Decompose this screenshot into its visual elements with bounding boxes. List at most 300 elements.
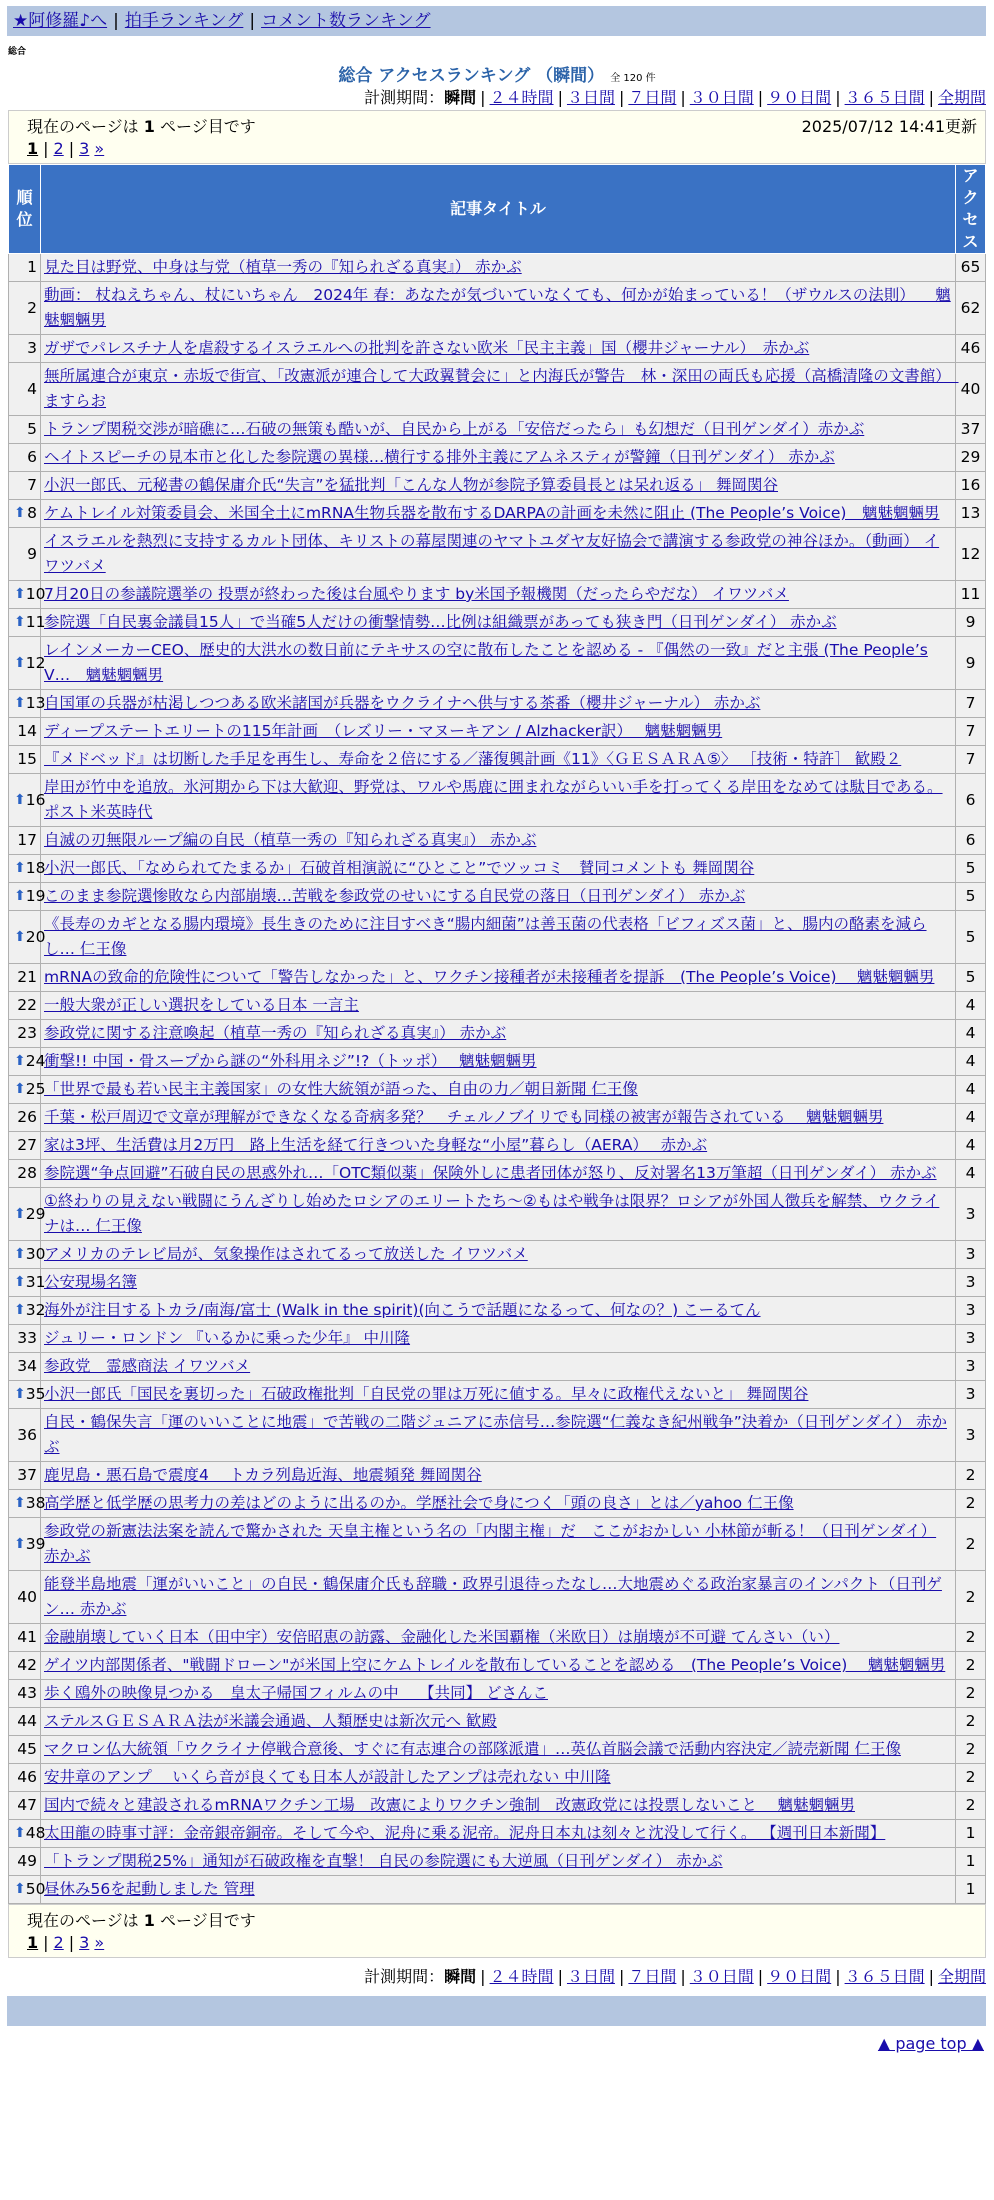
period-selector-top bbox=[364, 85, 986, 108]
rank-number: 32 bbox=[25, 1301, 46, 1319]
article-link[interactable]: 安井章のアンプ いくら音が良くても日本人が設計したアンプは売れない 中川隆 bbox=[44, 1768, 611, 1786]
arrow-up-icon: ⬆ bbox=[14, 1302, 26, 1318]
article-link[interactable]: 千葉・松戸周辺で文章が理解ができなくなる奇病多発？ チェルノブイリでも同様の被害が報告されている 魑魅魍魎男 bbox=[44, 1108, 884, 1126]
table-row bbox=[9, 883, 986, 911]
article-link[interactable]: レインメーカーCEO、歴史的大洪水の数日前にテキサスの空に散布したことを認める - 『偶然の一致』だと主張 (The People’s V… 魑魅魍魎男 bbox=[44, 641, 928, 684]
article-link[interactable]: 昼休み56を起動しました 管理 bbox=[44, 1880, 255, 1898]
article-link[interactable]: 7月20日の参議院選挙の 投票が終わった後は台風やります by米国予報機関（だったらやだな） イワツバメ bbox=[44, 585, 789, 603]
title-cell bbox=[41, 855, 956, 883]
article-link[interactable]: 小沢一郎氏、元秘書の鶴保庸介氏“失言”を猛批判「こんな人物が参院予算委員長とは呆れ返る」 舞岡関谷 bbox=[44, 476, 778, 494]
table-row bbox=[9, 363, 986, 416]
table-row bbox=[9, 718, 986, 746]
access-count: 9 bbox=[956, 609, 986, 637]
rank-number: 20 bbox=[25, 927, 46, 946]
article-link[interactable]: 参政党 霊感商法 イワツバメ bbox=[44, 1357, 251, 1375]
article-link[interactable]: このまま参院選惨敗なら内部崩壊…苦戦を参政党のせいにする自民党の落日（日刊ゲンダイ） 赤かぶ bbox=[44, 887, 746, 905]
table-row bbox=[9, 911, 986, 964]
rank-cell bbox=[9, 1297, 46, 1325]
title-cell bbox=[41, 911, 956, 964]
current-page-status: 現在のページは 1 ページ目です bbox=[27, 117, 256, 136]
arrow-up-icon: ⬆ bbox=[14, 614, 26, 630]
access-count: 62 bbox=[956, 282, 986, 335]
access-count: 3 bbox=[956, 1269, 986, 1297]
article-link[interactable]: ①終わりの見えない戦闘にうんざりし始めたロシアのエリートたち～②もはや戦争は限界？ロシアが外国人徴兵を解禁、ウクライナは… 仁王像 bbox=[44, 1192, 940, 1235]
nav-separator: | bbox=[249, 11, 256, 31]
rank-number: 46 bbox=[17, 1768, 37, 1786]
access-count: 1 bbox=[956, 1848, 986, 1876]
article-link[interactable]: ケムトレイル対策委員会、米国全土にmRNA生物兵器を散布するDARPAの計画を未然に阻止 (The People’s Voice) 魑魅魍魎男 bbox=[44, 504, 940, 522]
rank-cell bbox=[9, 1820, 46, 1848]
article-link[interactable]: 鹿児島・悪石島で震度4 トカラ列島近海、地震頻発 舞岡関谷 bbox=[44, 1466, 482, 1484]
rank-cell bbox=[9, 1409, 41, 1462]
title-cell bbox=[41, 774, 956, 827]
table-row bbox=[9, 416, 986, 444]
pager-page-2[interactable]: 2 bbox=[53, 139, 64, 158]
rank-cell bbox=[9, 528, 41, 581]
article-link[interactable]: 動画： 杖ねえちゃん、杖にいちゃん 2024年 春：あなたが気づいていなくても、何かが始まっている！（ザウルスの法則） 魑魅魍魎男 bbox=[44, 286, 951, 329]
period-option-3[interactable]: ３０日間 bbox=[689, 1967, 754, 1986]
rank-cell bbox=[9, 335, 41, 363]
period-option-2[interactable]: ７日間 bbox=[628, 88, 677, 107]
rank-number: 35 bbox=[25, 1385, 46, 1403]
title-cell bbox=[41, 1876, 956, 1904]
rank-cell bbox=[9, 1736, 41, 1764]
table-row bbox=[9, 1848, 986, 1876]
arrow-up-icon: ⬆ bbox=[14, 1881, 26, 1897]
rank-number: 49 bbox=[17, 1852, 37, 1870]
table-row bbox=[9, 444, 986, 472]
access-count: 7 bbox=[956, 690, 986, 718]
period-separator: | bbox=[835, 88, 841, 107]
rank-cell bbox=[9, 911, 46, 964]
article-link[interactable]: ガザでパレスチナ人を虐殺するイスラエルへの批判を許さない欧米「民主主義」国（櫻井ジャーナル） 赤かぶ bbox=[44, 339, 810, 357]
section-label: 総合 bbox=[8, 47, 27, 57]
status-box-top bbox=[8, 110, 986, 164]
access-count: 6 bbox=[956, 774, 986, 827]
rank-number: 18 bbox=[25, 859, 46, 877]
nav-separator: | bbox=[113, 11, 119, 31]
access-count: 3 bbox=[956, 1297, 986, 1325]
period-label: 計測期間： bbox=[364, 88, 445, 107]
rank-number: 34 bbox=[17, 1357, 37, 1375]
period-current: 瞬間 bbox=[444, 1967, 477, 1986]
access-count: 2 bbox=[956, 1680, 986, 1708]
table-row bbox=[9, 1820, 986, 1848]
rank-number: 29 bbox=[25, 1204, 46, 1223]
access-count: 2 bbox=[956, 1518, 986, 1571]
title-cell bbox=[41, 1848, 956, 1876]
article-link[interactable]: 『メドベッド』は切断した手足を再生し、寿命を２倍にする／藩復興計画《11》〈ＧＥＳＡＲＡ⑤〉 ［技術・特許］ 歓殿２ bbox=[44, 750, 902, 768]
rank-cell bbox=[9, 1876, 46, 1904]
article-link[interactable]: ステルスＧＥＳＡＲＡ法が米議会通過、人類歴史は新次元へ 歓殿 bbox=[44, 1712, 497, 1730]
article-link[interactable]: 自国軍の兵器が枯渇しつつある欧米諸国が兵器をウクライナへ供与する茶番（櫻井ジャーナル） 赤かぶ bbox=[44, 694, 761, 712]
table-row bbox=[9, 1624, 986, 1652]
rank-cell bbox=[9, 500, 41, 528]
period-option-4[interactable]: ９０日間 bbox=[767, 1967, 832, 1986]
rank-cell bbox=[9, 1571, 41, 1624]
access-count: 3 bbox=[956, 1409, 986, 1462]
title-cell bbox=[41, 1132, 956, 1160]
table-row bbox=[9, 282, 986, 335]
pager-next[interactable]: » bbox=[94, 1933, 105, 1952]
access-count: 1 bbox=[956, 1820, 986, 1848]
arrow-up-icon: ⬆ bbox=[14, 860, 26, 876]
title-cell bbox=[41, 1708, 956, 1736]
pager-next[interactable]: » bbox=[94, 139, 105, 158]
pager-current-page: 1 bbox=[27, 139, 39, 158]
access-count: 2 bbox=[956, 1462, 986, 1490]
page-title bbox=[0, 61, 994, 86]
rank-number: 42 bbox=[17, 1656, 37, 1674]
arrow-up-icon: ⬆ bbox=[14, 1386, 26, 1402]
article-link[interactable]: 公安現場名簿 bbox=[44, 1273, 138, 1291]
rank-cell bbox=[9, 1792, 41, 1820]
rank-number: 37 bbox=[17, 1466, 37, 1484]
article-link[interactable]: ゲイツ内部関係者、"戦闘ドローン"が米国上空にケムトレイルを散布していることを認める (The People’s Voice) 魑魅魍魎男 bbox=[44, 1656, 946, 1674]
rank-number: 5 bbox=[27, 420, 37, 438]
arrow-up-icon: ⬆ bbox=[14, 791, 26, 808]
title-cell bbox=[41, 1462, 956, 1490]
article-link[interactable]: アメリカのテレビ局が、気象操作はされてるって放送した イワツバメ bbox=[44, 1245, 528, 1263]
article-link[interactable]: 参政党の新憲法法案を読んで驚かされた 天皇主権という名の「内閣主権」だ ここがおかしい 小林節が斬る！（日刊ゲンダイ） 赤かぶ bbox=[44, 1522, 937, 1565]
pager-separator: | bbox=[43, 139, 49, 158]
article-link[interactable]: 自滅の刃無限ループ編の自民（植草一秀の『知られざる真実』） 赤かぶ bbox=[44, 831, 537, 849]
rank-cell bbox=[9, 883, 46, 911]
rank-cell bbox=[9, 746, 41, 774]
rank-number: 19 bbox=[25, 887, 46, 905]
rank-number: 41 bbox=[17, 1628, 37, 1646]
title-cell bbox=[41, 1518, 956, 1571]
rank-number: 8 bbox=[27, 504, 37, 522]
rank-cell bbox=[9, 1048, 46, 1076]
table-row bbox=[9, 581, 986, 609]
rank-number: 10 bbox=[25, 585, 46, 603]
applause-ranking-link[interactable]: 拍手ランキング bbox=[124, 11, 244, 31]
title-cell bbox=[41, 1353, 956, 1381]
top-nav-bar bbox=[7, 6, 986, 36]
title-cell bbox=[41, 718, 956, 746]
rank-cell bbox=[9, 1680, 41, 1708]
rank-cell bbox=[9, 855, 46, 883]
article-link[interactable]: 岸田が竹中を追放。氷河期から下は大歓迎、野党は、ワルや馬鹿に囲まれながらいい手を打ってくる岸田をなめては駄目である。 ポスト米英時代 bbox=[44, 778, 943, 821]
period-option-0[interactable]: ２４時間 bbox=[489, 1967, 554, 1986]
rank-number: 4 bbox=[27, 379, 37, 398]
access-count: 5 bbox=[956, 911, 986, 964]
article-link[interactable]: 高学歴と低学歴の思考力の差はどのように出るのか。学歴社会で身につく「頭の良さ」とは／yahoo 仁王像 bbox=[44, 1494, 794, 1512]
article-link[interactable]: 能登半島地震「運がいいこと」の自民・鶴保庸介氏も辞職・政界引退待ったなし…大地震めぐる政治家暴言のインパクト（日刊ゲン… 赤かぶ bbox=[44, 1575, 942, 1618]
access-count: 4 bbox=[956, 1104, 986, 1132]
title-cell bbox=[41, 1652, 956, 1680]
table-row bbox=[9, 1076, 986, 1104]
period-option-0[interactable]: ２４時間 bbox=[489, 88, 554, 107]
rank-cell bbox=[9, 254, 41, 282]
arrow-up-icon: ⬆ bbox=[14, 1825, 26, 1841]
access-count: 65 bbox=[956, 254, 986, 282]
access-count: 3 bbox=[956, 1381, 986, 1409]
title-cell bbox=[41, 1490, 956, 1518]
table-row bbox=[9, 1325, 986, 1353]
table-row bbox=[9, 1381, 986, 1409]
article-link[interactable]: 金融崩壊していく日本（田中宇）安倍昭恵の訪露、金融化した米国覇権（米欧日）は崩壊が不可避 てんさい（い） bbox=[44, 1628, 840, 1646]
article-link[interactable]: 「世界で最も若い民主主義国家」の女性大統領が語った、自由の力／朝日新聞 仁王像 bbox=[44, 1080, 638, 1098]
access-count: 2 bbox=[956, 1652, 986, 1680]
rank-number: 27 bbox=[17, 1136, 37, 1154]
period-option-3[interactable]: ３０日間 bbox=[689, 88, 754, 107]
table-row bbox=[9, 1353, 986, 1381]
pager-page-2[interactable]: 2 bbox=[53, 1933, 64, 1952]
access-count: 2 bbox=[956, 1792, 986, 1820]
article-link[interactable]: イスラエルを熱烈に支持するカルト団体、キリストの幕屋関連のヤマトユダヤ友好協会で講演する参政党の神谷ほか。（動画） イワツバメ bbox=[44, 532, 940, 575]
access-count: 3 bbox=[956, 1241, 986, 1269]
pager-separator: | bbox=[43, 1933, 49, 1952]
period-option-6[interactable]: 全期間 bbox=[937, 88, 986, 107]
pager-current-page: 1 bbox=[27, 1933, 39, 1952]
table-row bbox=[9, 1241, 986, 1269]
rank-number: 30 bbox=[25, 1245, 46, 1263]
rank-cell bbox=[9, 1132, 41, 1160]
article-link[interactable]: 参政党に関する注意喚起（植草一秀の『知られざる真実』） 赤かぶ bbox=[44, 1024, 507, 1042]
article-link[interactable]: 一般大衆が正しい選択をしている日本 一言主 bbox=[44, 996, 359, 1014]
rank-number: 36 bbox=[17, 1425, 37, 1444]
article-link[interactable]: トランプ関税交渉が暗礁に…石破の無策も酷いが、自民から上がる「安倍だったら」も幻想だ（日刊ゲンダイ）赤かぶ bbox=[44, 420, 865, 438]
arrow-up-icon: ⬆ bbox=[14, 888, 26, 904]
rank-cell bbox=[9, 1462, 41, 1490]
rank-number: 3 bbox=[27, 339, 37, 357]
table-row bbox=[9, 1462, 986, 1490]
rank-cell bbox=[9, 1490, 46, 1518]
period-separator: | bbox=[835, 1967, 841, 1986]
access-count: 5 bbox=[956, 883, 986, 911]
article-link[interactable]: 太田龍の時事寸評：金帝銀帝銅帝。そして今や、泥舟に乗る泥帝。泥舟日本丸は刻々と沈没して行く。 【週刊日本新聞】 bbox=[44, 1824, 886, 1842]
arrow-up-icon: ⬆ bbox=[14, 695, 26, 711]
access-count: 2 bbox=[956, 1764, 986, 1792]
header-title: 記事タイトル bbox=[41, 165, 956, 254]
arrow-up-icon: ⬆ bbox=[14, 654, 26, 671]
rank-number: 44 bbox=[17, 1712, 37, 1730]
title-cell bbox=[41, 1820, 956, 1848]
article-link[interactable]: 参院選「自民裏金議員15人」で当確5人だけの衝撃情勢…比例は組織票があっても狭き門（日刊ゲンダイ） 赤かぶ bbox=[44, 613, 837, 631]
access-count: 16 bbox=[956, 472, 986, 500]
table-row bbox=[9, 472, 986, 500]
pager-page-3[interactable]: 3 bbox=[79, 139, 90, 158]
article-link[interactable]: 《長寿のカギとなる腸内環境》長生きのために注目すべき“腸内細菌”は善玉菌の代表格「ビフィズス菌」と、腸内の酪素を減らし… 仁王像 bbox=[44, 915, 927, 958]
rank-number: 45 bbox=[17, 1740, 37, 1758]
access-count: 46 bbox=[956, 335, 986, 363]
access-count: 2 bbox=[956, 1736, 986, 1764]
article-link[interactable]: 小沢一郎氏「国民を裏切った」石破政権批判「自民党の罪は万死に値する。早々に政権代えないと」 舞岡関谷 bbox=[44, 1385, 809, 1403]
table-row bbox=[9, 1652, 986, 1680]
article-link[interactable]: 見た目は野党、中身は与党（植草一秀の『知られざる真実』） 赤かぶ bbox=[44, 258, 522, 276]
table-row bbox=[9, 1708, 986, 1736]
rank-cell bbox=[9, 1652, 41, 1680]
access-count: 4 bbox=[956, 1160, 986, 1188]
arrow-up-icon: ⬆ bbox=[14, 1081, 26, 1097]
access-count: 29 bbox=[956, 444, 986, 472]
table-row bbox=[9, 690, 986, 718]
pager-separator: | bbox=[68, 139, 75, 158]
access-count: 2 bbox=[956, 1571, 986, 1624]
rank-number: 14 bbox=[17, 722, 37, 740]
table-row bbox=[9, 1764, 986, 1792]
rank-number: 50 bbox=[25, 1880, 46, 1898]
header-rank: 順位 bbox=[9, 165, 41, 254]
access-count: 4 bbox=[956, 1076, 986, 1104]
current-page-status-bottom: 現在のページは 1 ページ目です bbox=[27, 1911, 256, 1930]
title-cell bbox=[41, 282, 956, 335]
table-row bbox=[9, 827, 986, 855]
title-cell bbox=[41, 1736, 956, 1764]
access-count: 3 bbox=[956, 1325, 986, 1353]
table-row bbox=[9, 1188, 986, 1241]
title-cell bbox=[41, 690, 956, 718]
period-option-1[interactable]: ３日間 bbox=[566, 88, 615, 107]
rank-number: 16 bbox=[25, 790, 46, 809]
rank-number: 43 bbox=[17, 1684, 37, 1702]
rank-cell bbox=[9, 1076, 46, 1104]
title-cell bbox=[41, 827, 956, 855]
rank-number: 11 bbox=[25, 613, 46, 631]
period-option-5[interactable]: ３６５日間 bbox=[844, 88, 925, 107]
access-count: 5 bbox=[956, 855, 986, 883]
title-cell bbox=[41, 472, 956, 500]
access-count: 7 bbox=[956, 746, 986, 774]
article-link[interactable]: 歩く鴎外の映像見つかる 皇太子帰国フィルムの中 【共同】 どさんこ bbox=[44, 1684, 548, 1702]
table-row bbox=[9, 1490, 986, 1518]
status-box-bottom bbox=[8, 1904, 986, 1958]
article-link[interactable]: 参院選“争点回避”石破自民の思惑外れ…「OTC類似薬」保険外しに患者団体が怒り、反対署名13万筆超（日刊ゲンダイ） 赤かぶ bbox=[44, 1164, 937, 1182]
table-row bbox=[9, 1269, 986, 1297]
rank-cell bbox=[9, 1104, 41, 1132]
article-link[interactable]: ヘイトスピーチの見本市と化した参院選の異様…横行する排外主義にアムネスティが警鐘（日刊ゲンダイ） 赤かぶ bbox=[44, 448, 835, 466]
rank-number: 13 bbox=[25, 694, 46, 712]
table-row bbox=[9, 1571, 986, 1624]
table-row bbox=[9, 335, 986, 363]
arrow-up-icon: ⬆ bbox=[14, 586, 26, 602]
rank-cell bbox=[9, 1160, 41, 1188]
article-link[interactable]: 海外が注目するトカラ/南海/富士 (Walk in the spirit)(向こうで話題になるって、何なの？) こーるてん bbox=[44, 1301, 761, 1319]
article-link[interactable]: 無所属連合が東京・赤坂で街宣、「改憲派が連合して大政翼賛会に」と内海氏が警告 林・深田の両氏も応援（高橋清隆の文書館） ますらお bbox=[44, 367, 959, 410]
access-count: 4 bbox=[956, 992, 986, 1020]
access-count: 5 bbox=[956, 964, 986, 992]
rank-number: 26 bbox=[17, 1108, 37, 1126]
rank-number: 21 bbox=[17, 968, 37, 986]
table-row bbox=[9, 609, 986, 637]
period-option-4[interactable]: ９０日間 bbox=[767, 88, 832, 107]
period-label: 計測期間： bbox=[364, 1967, 445, 1986]
period-separator: | bbox=[480, 88, 486, 107]
rank-cell bbox=[9, 1269, 46, 1297]
period-separator: | bbox=[928, 1967, 934, 1986]
title-cell bbox=[41, 609, 956, 637]
rank-cell bbox=[9, 1353, 41, 1381]
page-top-link[interactable]: ▲ page top ▲ bbox=[877, 2034, 984, 2053]
title-cell bbox=[41, 1571, 956, 1624]
ranking-title: 総合 アクセスランキング （瞬間） bbox=[338, 66, 605, 86]
rank-number: 24 bbox=[25, 1052, 46, 1070]
table-row bbox=[9, 992, 986, 1020]
rank-cell bbox=[9, 1848, 41, 1876]
table-row bbox=[9, 1736, 986, 1764]
period-separator: | bbox=[928, 88, 934, 107]
title-cell bbox=[41, 1020, 956, 1048]
access-count: 2 bbox=[956, 1624, 986, 1652]
access-count: 12 bbox=[956, 528, 986, 581]
title-cell bbox=[41, 964, 956, 992]
rank-cell bbox=[9, 1325, 41, 1353]
period-selector-bottom bbox=[364, 1964, 986, 1987]
title-cell bbox=[41, 1381, 956, 1409]
table-row bbox=[9, 500, 986, 528]
updated-timestamp: 2025/07/12 14:41更新 bbox=[801, 117, 977, 136]
title-cell bbox=[41, 992, 956, 1020]
article-link[interactable]: 国内で続々と建設されるmRNAワクチン工場 改憲によりワクチン強制 改憲政党には投票しないこと 魑魅魍魎男 bbox=[44, 1796, 855, 1814]
period-option-1[interactable]: ３日間 bbox=[566, 1967, 615, 1986]
title-cell bbox=[41, 1792, 956, 1820]
access-count: 7 bbox=[956, 718, 986, 746]
rank-number: 23 bbox=[17, 1024, 37, 1042]
article-link[interactable]: ディープステートエリートの115年計画 （レズリー・マヌーキアン / Alzhacker訳） 魑魅魍魎男 bbox=[44, 722, 723, 740]
page-top-link-wrap bbox=[878, 2034, 984, 2053]
rank-cell bbox=[9, 992, 41, 1020]
rank-cell bbox=[9, 637, 46, 690]
rank-cell bbox=[9, 718, 41, 746]
rank-number: 22 bbox=[17, 996, 37, 1014]
access-count: 9 bbox=[956, 637, 986, 690]
rank-number: 47 bbox=[17, 1796, 37, 1814]
arrow-up-icon: ⬆ bbox=[14, 505, 26, 521]
rank-number: 40 bbox=[17, 1587, 37, 1606]
table-row bbox=[9, 1297, 986, 1325]
comment-ranking-link[interactable]: コメント数ランキング bbox=[261, 11, 431, 31]
pager-bottom bbox=[27, 1933, 104, 1952]
article-link[interactable]: 小沢一郎氏、「なめられてたまるか」石破首相演説に“ひとこと”でツッコミ 賛同コメントも 舞岡関谷 bbox=[44, 859, 755, 877]
table-row bbox=[9, 1132, 986, 1160]
table-row bbox=[9, 1518, 986, 1571]
article-link[interactable]: ジュリー・ロンドン 『いるかに乗った少年』 中川隆 bbox=[44, 1329, 411, 1347]
table-row bbox=[9, 746, 986, 774]
table-row bbox=[9, 774, 986, 827]
pager-page-3[interactable]: 3 bbox=[79, 1933, 90, 1952]
pager-separator: | bbox=[68, 1933, 75, 1952]
rank-cell bbox=[9, 1381, 46, 1409]
period-option-2[interactable]: ７日間 bbox=[628, 1967, 677, 1986]
title-cell bbox=[41, 363, 959, 416]
period-separator: | bbox=[618, 88, 625, 107]
rank-number: 15 bbox=[17, 750, 37, 768]
access-count: 3 bbox=[956, 1353, 986, 1381]
title-cell bbox=[41, 335, 956, 363]
article-link[interactable]: 自民・鶴保失言「運のいいことに地震」で苦戦の二階ジュニアに赤信号…参院選“仁義なき紀州戦争”決着か（日刊ゲンダイ） 赤かぶ bbox=[44, 1413, 947, 1456]
period-option-6[interactable]: 全期間 bbox=[937, 1967, 986, 1986]
title-cell bbox=[41, 1624, 956, 1652]
arrow-up-icon: ⬆ bbox=[14, 928, 26, 945]
access-count: 3 bbox=[956, 1188, 986, 1241]
rank-number: 39 bbox=[25, 1534, 46, 1553]
home-link[interactable]: ★阿修羅♪へ bbox=[13, 11, 108, 31]
title-cell bbox=[41, 1269, 956, 1297]
access-count: 40 bbox=[956, 363, 986, 416]
period-option-5[interactable]: ３６５日間 bbox=[844, 1967, 925, 1986]
article-link[interactable]: 「トランプ関税25%」通知が石破政権を直撃！ 自民の参院選にも大逆風（日刊ゲンダイ） 赤かぶ bbox=[44, 1852, 723, 1870]
title-cell bbox=[41, 254, 956, 282]
rank-cell bbox=[9, 1764, 41, 1792]
article-link[interactable]: 衝撃!! 中国・骨スープから謎の“外科用ネジ”!?（トッポ） 魑魅魍魎男 bbox=[44, 1052, 537, 1070]
article-link[interactable]: マクロン仏大統領「ウクライナ停戦合意後、すぐに有志連合の部隊派遣」…英仏首脳会議で活動内容決定／読売新聞 仁王像 bbox=[44, 1740, 901, 1758]
title-cell bbox=[41, 1076, 956, 1104]
article-link[interactable]: mRNAの致命的危険性について「警告しなかった」と、ワクチン接種者が未接種者を提訴 (The People’s Voice) 魑魅魍魎男 bbox=[44, 968, 935, 986]
article-link[interactable]: 家は3坪、生活費は月2万円 路上生活を経て行きついた身軽な“小屋”暮らし（AERA） 赤かぶ bbox=[44, 1136, 708, 1154]
table-row bbox=[9, 1680, 986, 1708]
